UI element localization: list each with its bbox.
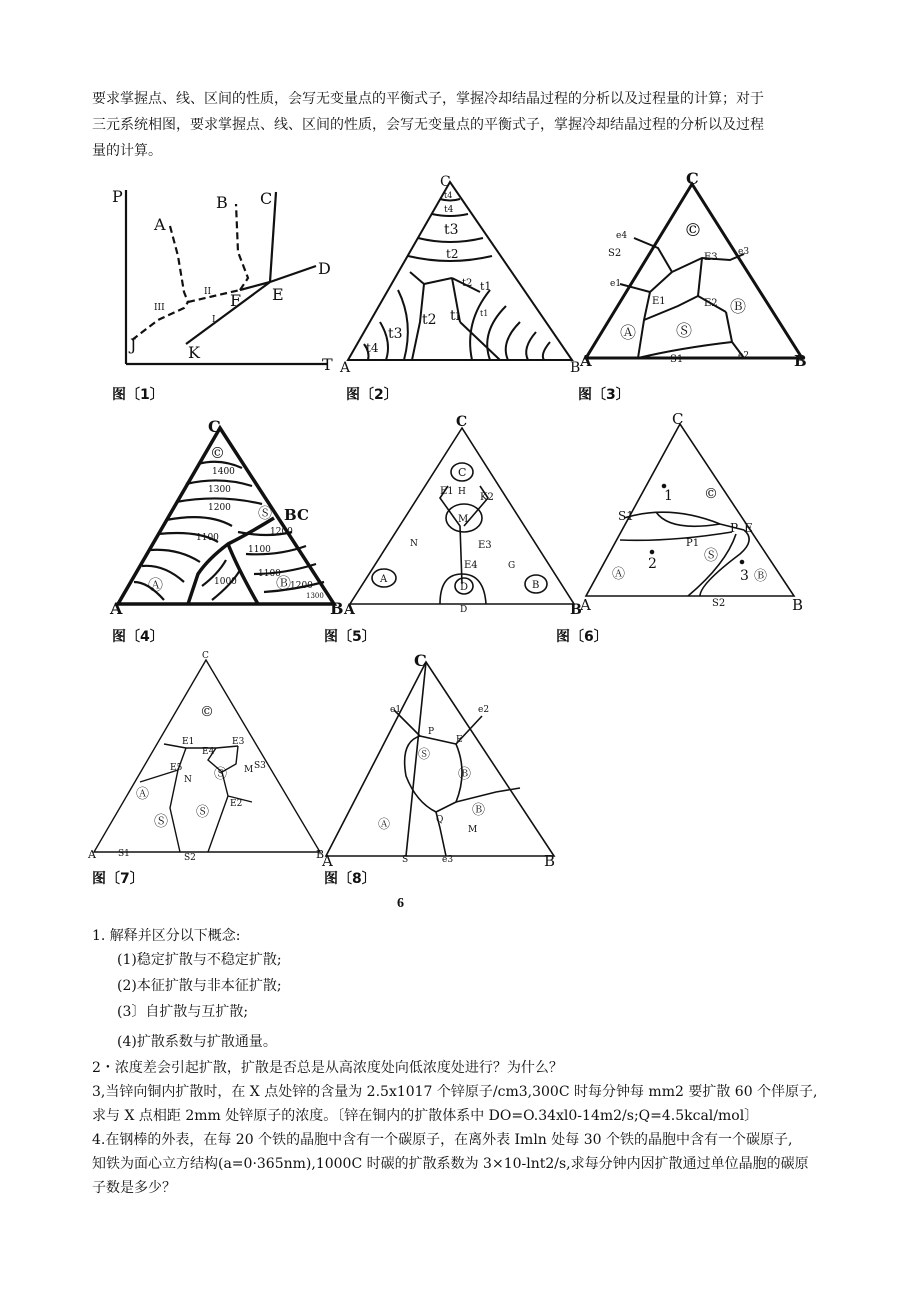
page-number: 6 [397,896,404,911]
isotherm-1400: 1400 [212,467,235,477]
caption-7: 图〔7〕 [92,871,144,887]
label-e4: E4 [464,560,478,571]
phase-m: M [458,514,469,525]
point-3 [741,561,744,564]
isotherm-1000: 1000 [214,577,237,587]
label-e1s: e1 [610,279,622,289]
label-b: B [570,360,581,376]
label-c: C [686,169,699,188]
phase-b: Ⓑ [754,569,768,584]
isotherm-1100: 1100 [196,533,219,543]
figure-3 [580,169,810,372]
label-e4: e4 [616,231,628,241]
label-e5: E5 [170,763,183,773]
phase-s1: Ⓢ [154,814,168,830]
curve-a [170,226,188,302]
label-a: A [580,596,591,614]
label-t1-mid: ti [450,308,461,324]
label-point-3: 3 [740,568,749,584]
isotherm [166,517,232,526]
phase-a: Ⓐ [136,787,150,802]
question-1: 1. 解释并区分以下概念: [92,928,241,944]
label-e3: e3 [442,855,454,865]
label-j: J [130,335,137,354]
intro-line: 量的计算。 [92,143,162,159]
phase-c: © [200,704,214,720]
label-s1: S1 [670,354,684,365]
caption-3: 图〔3〕 [578,387,630,403]
label-b: B [544,852,556,870]
region-ii: II [204,287,212,297]
intro-line: 要求掌握点、线、区间的性质，会写无变量点的平衡式子，掌握冷却结晶过程的分析以及过程量的计算；对于 [92,91,764,107]
label-e3: E3 [704,252,718,263]
label-point-2: 2 [648,556,657,572]
figure-2 [340,172,581,376]
label-c: C [456,414,468,430]
label-a: A [88,848,96,861]
region-i: I [212,315,216,325]
isotherm-1200-right: 1200 [270,527,293,537]
label-t2-mid: t2 [462,278,473,289]
intro-paragraph [92,86,832,164]
label-t4: t4 [444,205,454,215]
label-c: C [414,651,427,670]
phase-b: B [532,580,540,591]
label-c: C [440,174,451,190]
region-iii: III [154,303,165,313]
label-e3: E3 [478,540,492,551]
isotherm [398,290,408,360]
label-a: A [154,215,166,234]
label-e3s: e3 [738,247,750,257]
caption-1: 图〔1〕 [112,387,164,403]
question-2: 2・浓度差会引起扩散，扩散是否总是从高浓度处向低浓度处进行？为什么？ [92,1060,563,1076]
label-d: D [460,605,468,615]
label-s2: S2 [184,853,196,863]
label-e1: E1 [440,486,454,497]
label-b: B [316,848,325,861]
isotherm [526,332,536,360]
label-t3: t3 [444,222,459,238]
triangle [586,184,802,358]
phase-c: © [210,444,225,462]
label-a: A [322,852,333,870]
question-1-subitems [92,950,832,1052]
question-4-line: 4.在钢棒的外表，在每 20 个铁的晶胞中含有一个碳原子，在离外表 Imln 处每 30 个铁的晶胞中含有一个碳原子, [92,1132,793,1148]
question-1-item: (2)本征扩散与非本征扩散; [117,978,282,994]
phase-c: C [458,466,467,479]
phase-bc: Ⓢ [258,506,272,522]
label-bc: BC [284,506,309,524]
boundary-curve [634,238,672,272]
phase-s: Ⓢ [418,747,431,761]
question-1-item: (3〕自扩散与互扩散; [117,1004,249,1020]
phase-b-upper: Ⓑ [458,767,472,782]
label-d: D [318,259,331,278]
label-k: K [188,343,200,362]
label-b: B [330,599,344,618]
question-1-item: (4)扩散系数与扩散通量。 [117,1034,277,1050]
label-q: Q [436,815,444,825]
label-e2: e2 [478,705,490,715]
isotherm [418,238,483,242]
label-s1: S1 [118,849,130,859]
isotherm-1200: 1200 [208,503,231,513]
phase-b: Ⓑ [730,297,747,316]
phase-a: Ⓐ [148,576,164,594]
label-e1: E1 [182,737,195,747]
figure-1 [108,182,338,374]
curve-b [236,204,248,290]
label-b: B [216,193,228,212]
label-e: E [456,735,463,745]
phase-b-lower: Ⓑ [472,803,486,818]
boundary-curve [638,342,732,358]
label-t4-top: t4 [444,191,453,200]
boundary-curve [620,532,732,540]
isotherm-1200-bottom: 1200 [290,581,313,591]
isotherm [506,322,520,360]
triangle [348,182,572,360]
boundary-curve [460,322,500,360]
phase-c: © [684,220,702,241]
figure-6 [580,410,812,616]
label-e: E [272,285,284,304]
label-t2: t2 [446,247,459,261]
label-t1-br: t1 [480,309,489,318]
label-e2: K2 [480,492,494,503]
label-c: C [672,410,684,428]
label-t2-bl: t2 [422,312,437,328]
figure-8 [322,652,562,868]
caption-5: 图〔5〕 [324,629,376,645]
caption-4: 图〔4〕 [112,629,164,645]
question-4-line: 子数是多少？ [92,1180,176,1196]
label-c: C [202,651,209,661]
label-e1: E1 [652,296,666,307]
label-a: A [340,360,351,376]
label-s3: S3 [254,761,266,771]
curve-k [186,282,270,344]
label-e2: E2 [704,298,718,309]
label-b: B [792,596,804,614]
label-g: G [508,561,516,571]
label-e4: E4 [202,747,215,757]
phase-a: Ⓐ [620,323,637,342]
label-p: P [112,187,123,206]
isotherm [380,322,388,360]
phase-d: D [460,582,469,593]
label-p: P [428,727,435,737]
label-a: A [344,602,355,618]
label-n: N [184,775,192,785]
figure-5 [344,414,580,616]
label-c: C [208,417,221,436]
label-e1: e1 [390,705,402,715]
question-4-line: 知铁为面心立方结构(a=0·365nm),1000C 时碳的扩散系数为 3×10-lnt2/s,求每分钟内因扩散通过单位晶胞的碳原 [92,1156,809,1172]
caption-8: 图〔8〕 [324,871,376,887]
label-t3-bl: t3 [388,326,403,342]
label-p: P [730,521,739,535]
isotherm-1100-right: 1100 [248,545,271,555]
label-s2: S2 [712,598,726,609]
caption-2: 图〔2〕 [346,387,398,403]
phase-b: Ⓑ [276,574,292,592]
label-s2: S2 [608,248,622,259]
phase-a: A [380,574,388,585]
phase-s3: Ⓢ [214,767,228,782]
phase-s: Ⓢ [676,321,693,340]
caption-6: 图〔6〕 [556,629,608,645]
isotherm-1300-bottom: 1300 [306,592,324,600]
label-t: T [322,355,333,374]
isotherm-1300: 1300 [208,485,231,495]
boundary-curve [188,518,274,604]
boundary-curve [456,788,520,802]
phase-a: Ⓐ [612,567,626,582]
question-3-line: 求与 X 点相距 2mm 处锌原子的浓度。〔锌在铜内的扩散体系中 DO=O.34xl0-14m2/s;Q=4.5kcal/mol〕 [92,1108,759,1124]
boundary-curve [440,486,462,584]
boundary-curve [620,284,650,292]
curve-d [270,266,316,282]
label-f: F [230,291,242,310]
label-b: B [570,602,582,618]
label-t4-bl: t4 [366,341,379,355]
boundary-curve [624,512,744,530]
figure-4 [108,414,348,616]
boundary-curve [164,744,238,748]
label-m: M [244,765,254,775]
label-t1-right: t1 [480,280,492,293]
phase-s: Ⓢ [704,548,718,564]
label-e: E [744,521,753,535]
label-m: M [468,825,478,835]
label-a: A [110,599,123,618]
phase-a: Ⓐ [378,817,391,831]
label-h: H [458,487,466,497]
label-c: C [260,189,273,208]
isotherm [543,342,550,360]
phase-c: © [704,486,718,502]
question-3-line: 3,当锌向铜内扩散时，在 X 点处锌的含量为 2.5x1017 个锌原子/cm3,300C 时每分钟每 mm2 要扩散 60 个伴原子, [92,1084,818,1100]
boundary-curve [406,498,440,602]
label-e3: E3 [232,737,245,747]
intro-line: 三元系统相图，要求掌握点、线、区间的性质，会写无变量点的平衡式子，掌握冷却结晶过程的分析以及过程 [92,117,764,133]
label-b: B [794,352,807,370]
label-point-1: 1 [664,488,673,504]
isotherm [150,550,200,562]
label-s1: S1 [618,509,634,523]
label-n: N [410,539,418,549]
phase-s2: Ⓢ [196,805,210,820]
isotherm-1100-bottom: 1100 [258,569,281,579]
point-2 [651,551,654,554]
label-e2s: e2 [738,351,750,361]
label-s: S [402,855,409,865]
questions [92,926,832,1198]
boundary-curve [208,772,228,852]
question-1-item: (1)稳定扩散与不稳定扩散; [117,952,282,968]
figure-7 [88,648,324,864]
label-a: A [580,352,592,370]
label-p1: P1 [686,538,700,549]
label-e2: E2 [230,799,243,809]
